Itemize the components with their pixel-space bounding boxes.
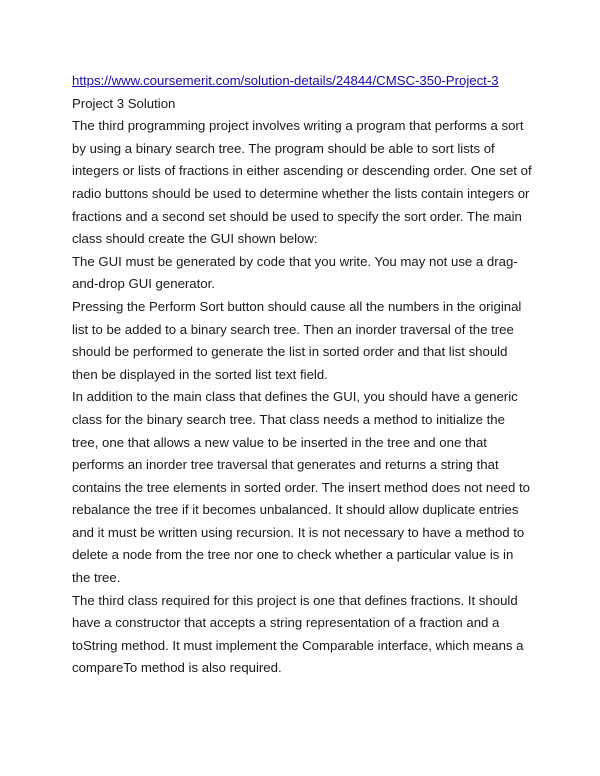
- paragraph-perform-sort: Pressing the Perform Sort button should cause all the numbers in the original list to be added to a binary search tree. Then an inorder traversal of the tree should be performed to generate the list in sorted order and that list should then be displayed in the sorted list text field.: [72, 298, 522, 382]
- source-link-line: [72, 70, 532, 93]
- paragraph-gui-requirement: The GUI must be generated by code that you write. You may not use a drag-and-drop GUI generator.: [72, 253, 518, 292]
- paragraph-intro: The third programming project involves writing a program that performs a sort by using a binary search tree. The program should be able to sort lists of integers or lists of fractions in either ascending or descending order. One set of radio buttons should be used to determine whether the lists contain integers or fractions and a second set should be used to specify the sort order. The main class should create the GUI shown below:: [72, 118, 532, 247]
- paragraph-bst-class: In addition to the main class that defines the GUI, you should have a generic class for the binary search tree. That class needs a method to initialize the tree, one that allows a new value to be inserted in the tree and one that performs an inorder tree traversal that generates and returns a string that contains the tree elements in sorted order. The insert method does not need to rebalance the tree if it becomes unbalanced. It should allow duplicate entries and it must be written using recursion. It is not necessary to have a method to delete a node from the tree nor one to check whether a particular value is in the tree.: [72, 389, 530, 586]
- source-link[interactable]: https://www.coursemerit.com/solution-details/24844/CMSC-350-Project-3: [72, 73, 499, 88]
- paragraph-fraction-class: The third class required for this project is one that defines fractions. It should have a constructor that accepts a string representation of a fraction and a toString method. It must implement the Comparable interface, which means a compareTo method is also required.: [72, 592, 524, 676]
- document-page: [72, 70, 532, 680]
- document-title: Project 3 Solution: [72, 95, 176, 111]
